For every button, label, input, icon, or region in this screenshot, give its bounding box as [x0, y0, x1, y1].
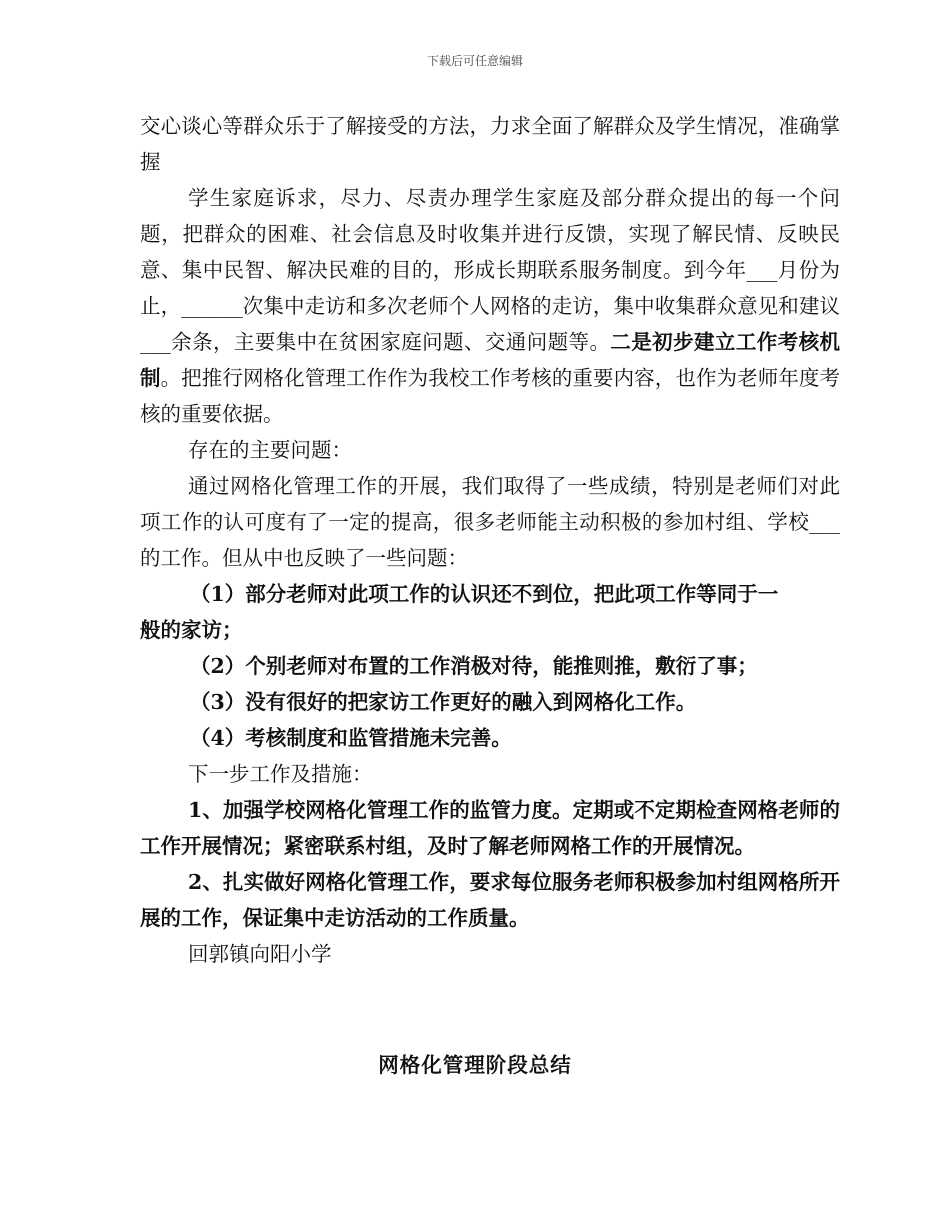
paragraph-progress: 通过网格化管理工作的开展，我们取得了一些成绩，特别是老师们对此项工作的认可度有了一定的提高，很多老师能主动积极的参加村组、学校___的工作。但从中也反映了一些问题： — [140, 474, 840, 570]
document-title: 网格化管理阶段总结 — [378, 1053, 572, 1077]
document-body — [140, 108, 840, 972]
issue-3: （3）没有很好的把家访工作更好的融入到网格化工作。 — [190, 690, 697, 714]
issue-1: （1）部分老师对此项工作的认识还不到位，把此项工作等同于一 — [190, 582, 779, 606]
paragraph-family-demands — [140, 180, 840, 432]
measure-1: 1、加强学校网格化管理工作的监管力度。定期或不定期检查网格老师的工作开展情况；紧密联系村组，及时了解老师网格工作的开展情况。 — [140, 798, 840, 858]
page-header: 下载后可任意编辑 — [426, 54, 523, 68]
assessment-mechanism-text: 。把推行网格化管理工作作为我校工作考核的重要内容，也作为老师年度考核的重要依据。 — [140, 366, 841, 426]
problems-heading: 存在的主要问题： — [188, 438, 352, 462]
assessment-mechanism-heading: 二是初步建立工作考核机制 — [140, 330, 840, 390]
paragraph-intro: 交心谈心等群众乐于了解接受的方法，力求全面了解群众及学生情况，准确掌握 — [140, 114, 840, 174]
signature-school: 回郭镇向阳小学 — [188, 942, 332, 966]
next-steps-heading: 下一步工作及措施： — [188, 762, 373, 786]
issue-1-continued: 般的家访； — [140, 618, 243, 642]
issue-4: （4）考核制度和监管措施未完善。 — [190, 726, 512, 750]
measure-2: 2、扎实做好网格化管理工作，要求每位服务老师积极参加村组网格所开展的工作，保证集中走访活动的工作质量。 — [140, 870, 840, 930]
issue-2: （2）个别老师对布置的工作消极对待，能推则推，敷衍了事； — [190, 654, 758, 678]
paragraph-family-demands-text: 学生家庭诉求，尽力、尽责办理学生家庭及部分群众提出的每一个问题，把群众的困难、社会信息及时收集并进行反馈，实现了解民情、反映民意、集中民智、解决民难的目的，形成长期联系服务制度。到今年___月份为止，______次集中走访和多次老师个人网格的走访，集中收集群众意见和建议___余条，主要集中在贫困家庭问题、交通问题等。 — [140, 186, 840, 354]
